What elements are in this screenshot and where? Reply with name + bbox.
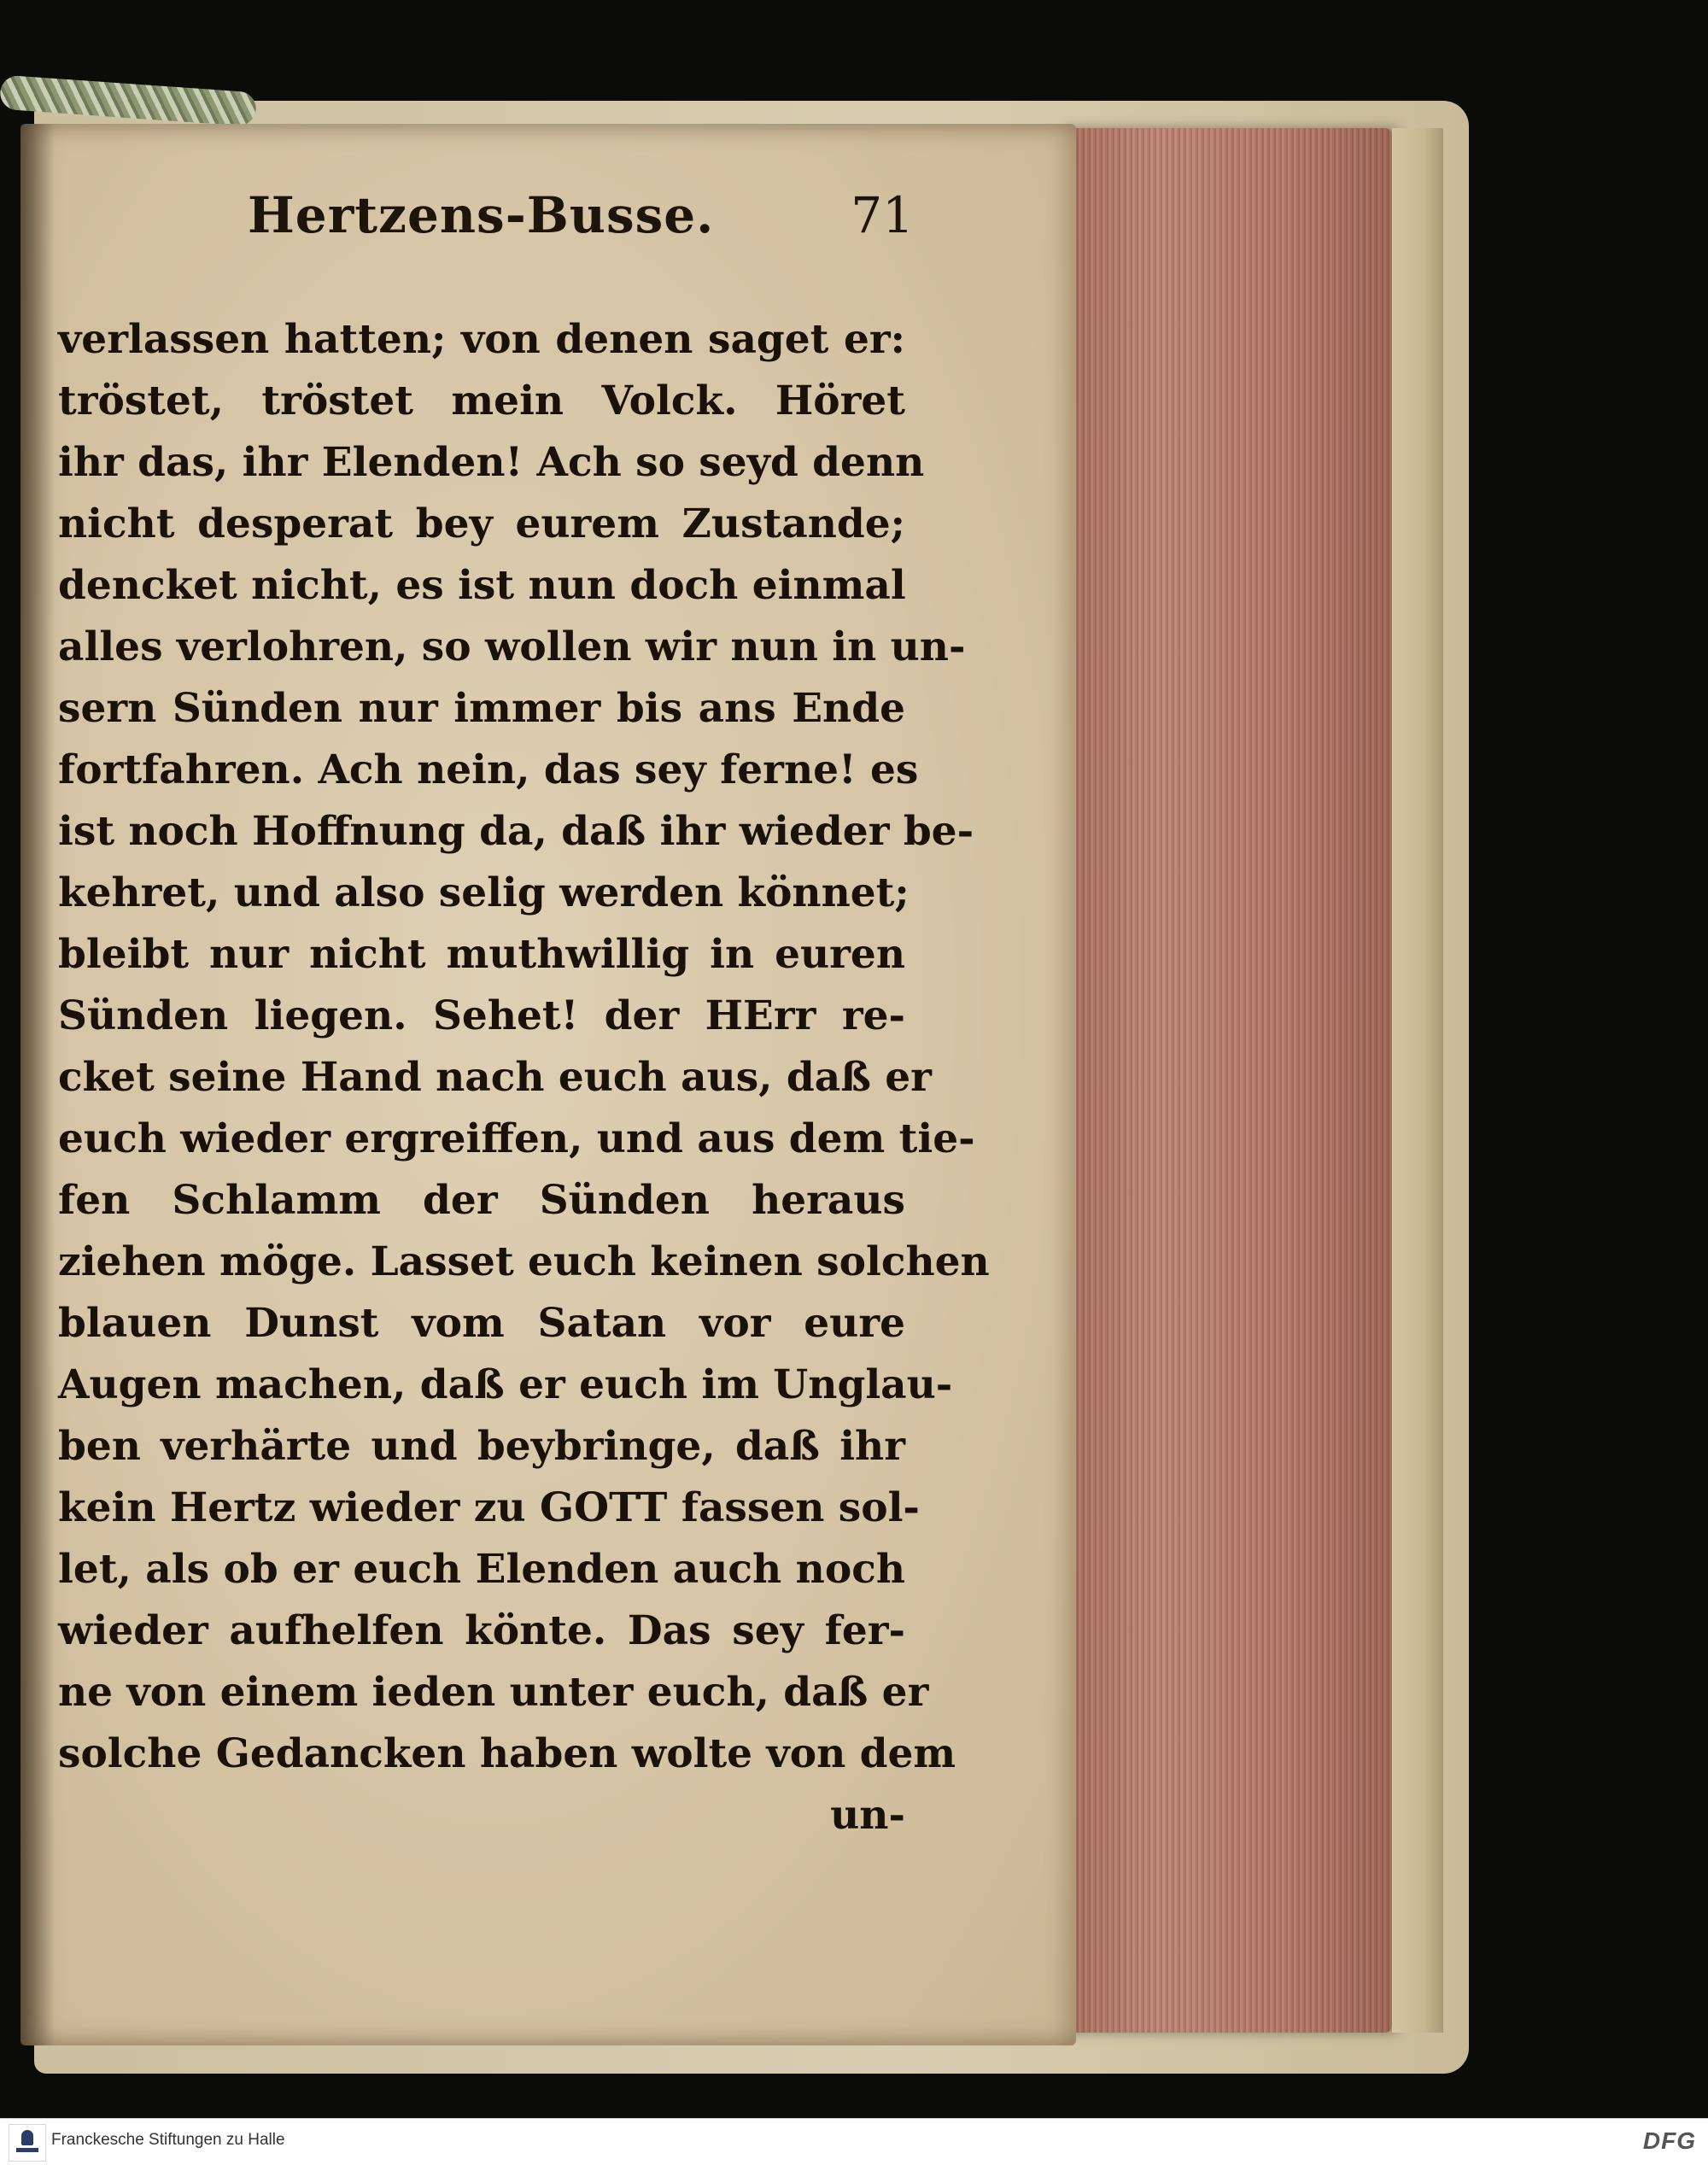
catchword: un- bbox=[830, 1792, 905, 1839]
back-board-edge bbox=[1392, 128, 1443, 2033]
text-line: solche Gedancken haben wolte von dem bbox=[58, 1730, 956, 1777]
institution-logo-icon bbox=[9, 2124, 46, 2162]
text-line: ben verhärte und beybringe, daß ihr bbox=[58, 1423, 905, 1470]
text-line: ihr das, ihr Elenden! Ach so seyd denn bbox=[58, 439, 925, 486]
running-head bbox=[248, 186, 914, 246]
text-line: dencket nicht, es ist nun doch einmal bbox=[58, 562, 906, 609]
text-line: wieder aufhelfen könte. Das sey fer- bbox=[58, 1607, 905, 1654]
viewer-footer-bar bbox=[0, 2118, 1708, 2165]
text-line: kein Hertz wieder zu GOTT fassen sol- bbox=[58, 1484, 920, 1531]
text-line: fen Schlamm der Sünden heraus bbox=[58, 1177, 905, 1224]
page-fore-edge bbox=[1059, 128, 1392, 2033]
text-line: ne von einem ieden unter euch, daß er bbox=[58, 1669, 929, 1716]
running-title: Hertzens-Busse. bbox=[248, 186, 715, 244]
dfg-logo: DFG bbox=[1642, 2127, 1696, 2154]
text-line: tröstet, tröstet mein Volck. Höret bbox=[58, 377, 905, 424]
text-line: alles verlohren, so wollen wir nun in un- bbox=[58, 623, 966, 670]
text-line: blauen Dunst vom Satan vor eure bbox=[58, 1300, 905, 1347]
text-line: nicht desperat bey eurem Zustande; bbox=[58, 500, 905, 547]
text-line: ist noch Hoffnung da, daß ihr wieder be- bbox=[58, 808, 974, 855]
page-number: 71 bbox=[851, 186, 914, 244]
text-line: Augen machen, daß er euch im Unglau- bbox=[58, 1361, 953, 1408]
text-line: ziehen möge. Lasset euch keinen solchen bbox=[58, 1238, 990, 1285]
page-gutter-shadow bbox=[20, 124, 55, 2045]
text-line: verlassen hatten; von denen saget er: bbox=[58, 316, 905, 363]
text-line: let, als ob er euch Elenden auch noch bbox=[58, 1546, 905, 1593]
text-line: Sünden liegen. Sehet! der HErr re- bbox=[58, 992, 905, 1039]
text-line: fortfahren. Ach nein, das sey ferne! es bbox=[58, 746, 919, 793]
page-text-block bbox=[58, 309, 990, 1846]
text-line: bleibt nur nicht muthwillig in euren bbox=[58, 931, 905, 978]
text-line: cket seine Hand nach euch aus, daß er bbox=[58, 1054, 932, 1101]
text-line: kehret, und also selig werden könnet; bbox=[58, 869, 910, 916]
text-line: euch wieder ergreiffen, und aus dem tie- bbox=[58, 1115, 975, 1162]
text-line: sern Sünden nur immer bis ans Ende bbox=[58, 685, 905, 732]
institution-name: Franckesche Stiftungen zu Halle bbox=[51, 2131, 285, 2149]
